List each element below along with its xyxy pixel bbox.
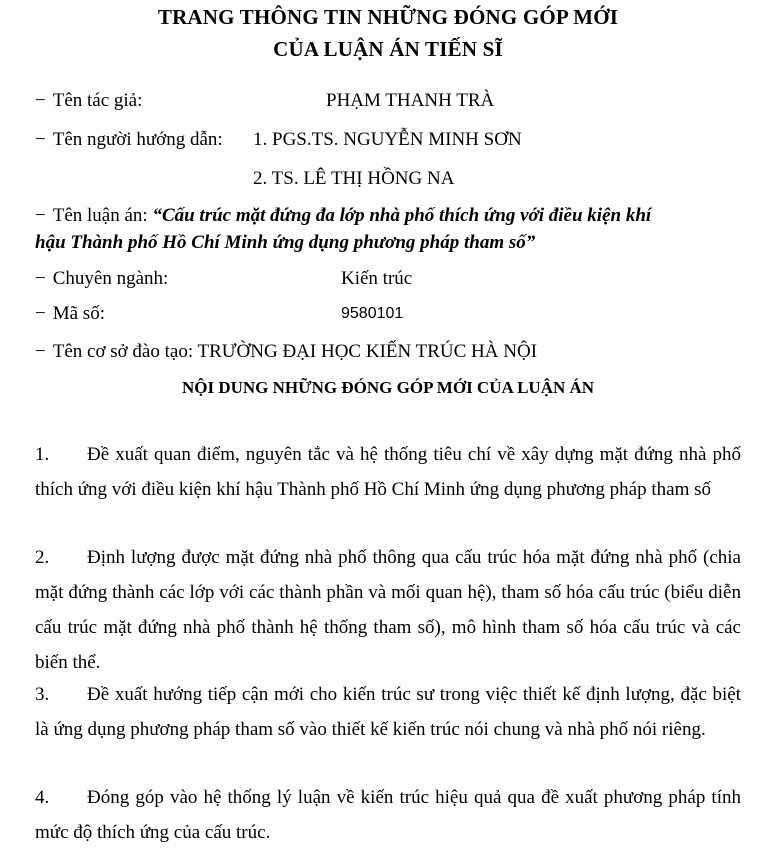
thesis-label: Tên luận án: [52, 205, 148, 226]
major-row [35, 268, 168, 290]
dash-bullet: − [35, 205, 46, 226]
dash-bullet: − [35, 90, 46, 111]
code-row [35, 303, 105, 325]
contribution-text: Đề xuất hướng tiếp cận mới cho kiến trúc sư trong việc thiết kế định lượng, đặc biệt là ứng dụng phương pháp tham số vào thiết kế kiến trúc nói chung và nhà phố nói riêng. [35, 684, 741, 740]
dash-bullet: − [35, 303, 46, 324]
dash-bullet: − [35, 268, 46, 289]
code-value: 9580101 [341, 305, 404, 322]
page-title-line-1: TRANG THÔNG TIN NHỮNG ĐÓNG GÓP MỚI [157, 5, 619, 29]
thesis-title-part-2: hậu Thành phố Hồ Chí Minh ứng dụng phương pháp tham số” [35, 232, 536, 253]
major-label: Chuyên ngành: [52, 268, 169, 289]
page-title-line-2: CỦA LUẬN ÁN TIẾN SĨ [273, 37, 503, 61]
thesis-title-part-1: “Cấu trúc mặt đứng đa lớp nhà phố thích ứng với điều kiện khí [152, 205, 652, 226]
institution-row [35, 341, 537, 363]
institution-label: Tên cơ sở đào tạo: [52, 341, 194, 362]
contribution-number: 3. [35, 684, 50, 705]
advisor-second: 2. TS. LÊ THỊ HỒNG NA [253, 168, 455, 189]
author-row [35, 90, 142, 112]
thesis-row [35, 205, 651, 227]
contribution-number: 1. [35, 444, 50, 465]
advisor-first: 1. PGS.TS. NGUYỄN MINH SƠN [253, 129, 522, 150]
advisor-row [35, 129, 223, 151]
major-value: Kiến trúc [341, 268, 413, 289]
contribution-item [35, 677, 741, 747]
contribution-text: Đề xuất quan điểm, nguyên tắc và hệ thống tiêu chí về xây dựng mặt đứng nhà phố thích ứng với điều kiện khí hậu Thành phố Hồ Chí Minh ứng dụng phương pháp tham số [35, 444, 741, 500]
author-name: PHẠM THANH TRÀ [326, 90, 495, 111]
contribution-text: Định lượng được mặt đứng nhà phố thông qua cấu trúc hóa mặt đứng nhà phố (chia mặt đứng thành các lớp với các thành phần và mối quan hệ), tham số hóa cấu trúc (biểu diễn cấu trúc mặt đứng nhà phố thành hệ thống tham số), mô hình tham số hóa cấu trúc và các biến thể. [35, 547, 741, 673]
contribution-item [35, 540, 741, 680]
author-label: Tên tác giả: [52, 90, 143, 111]
contribution-text: Đóng góp vào hệ thống lý luận về kiến trúc hiệu quả qua đề xuất phương pháp tính mức độ thích ứng của cấu trúc. [35, 787, 741, 843]
institution-value: TRƯỜNG ĐẠI HỌC KIẾN TRÚC HÀ NỘI [197, 341, 538, 362]
advisor-label: Tên người hướng dẫn: [52, 129, 223, 150]
code-label: Mã số: [52, 303, 105, 324]
contribution-item [35, 437, 741, 507]
dash-bullet: − [35, 129, 46, 150]
dash-bullet: − [35, 341, 46, 362]
contribution-number: 4. [35, 787, 50, 808]
section-heading: NỘI DUNG NHỮNG ĐÓNG GÓP MỚI CỦA LUẬN ÁN [181, 378, 595, 397]
contribution-number: 2. [35, 547, 50, 568]
